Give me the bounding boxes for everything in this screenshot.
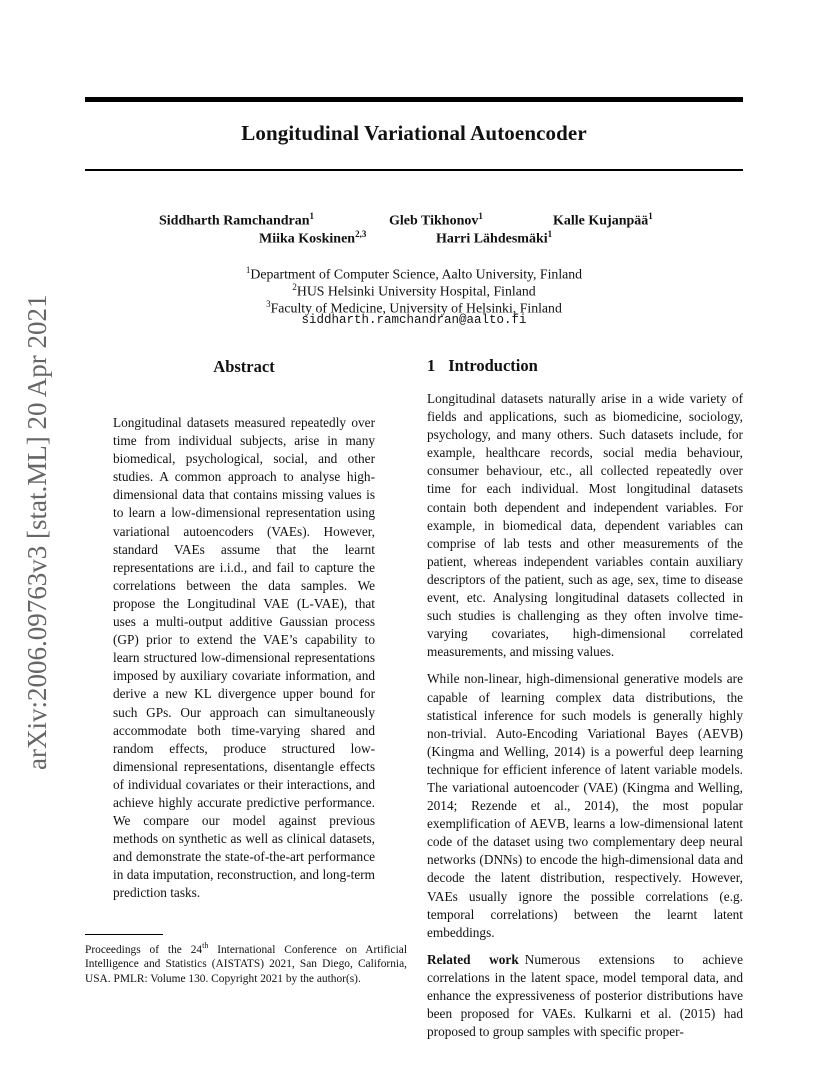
affiliation: $^1$Department of Computer Science, Aalto University, Finland <box>245 265 583 282</box>
section-heading-introduction: 1 Introduction <box>427 356 538 375</box>
related-work-heading: Related work <box>427 951 519 967</box>
title-rule-top <box>85 97 743 102</box>
related-work-text: Numerous extensions to achieve correlations in the latent space, model temporal data, and enhance the expressiveness of posterior distributions have been proposed for VAEs. Kulkarni et al. (2015) had proposed to group samples with specific proper- <box>427 951 743 1040</box>
author: Siddharth Ramchandran$^1$ <box>159 211 315 229</box>
paragraph: While non-linear, high-dimensional generative models are capable of learning complex data distributions, the statistical inference for such models is generally highly non-trivial. Auto-Encoding Variational Bayes (AEVB) (Kingma and Welling, 2014) is a powerful deep learning technique for efficient inference of latent variable models. The variational autoencoder (VAE) (Kingma and Welling, 2014; Rezende et al., 2014), the most popular exemplification of AEVB, learns a low-dimensional latent code of the dataset using two complementary deep neural networks (DNNs) to encode the high-dimensional data and decode the latent distribution, respectively. However, VAEs usually ignore the possible correlations (e.g. temporal correlations) between the learnt latent embeddings. <box>427 671 743 940</box>
abstract-body: Longitudinal datasets measured repeatedly over time from individual subjects, arise in many biomedical, psychological, social, and other studies. A common approach to analyse high-dimensional data that contains missing values is to learn a low-dimensional representation using variational autoencoders (VAEs). However, standard VAEs assume that the learnt representations are i.i.d., and fail to capture the correlations between the data samples. We propose the Longitudinal VAE (L-VAE), that uses a multi-output additive Gaussian process (GP) prior to extend the VAE’s capability to learn structured low-dimensional representations imposed by auxiliary covariate information, and derive a new KL divergence upper bound for such GPs. Our approach can simultaneously accommodate both time-varying shared and random effects, produce structured low-dimensional representations, disentangle effects of individual covariates or their interactions, and achieve highly accurate predictive performance. We compare our model against previous methods on synthetic as well as clinical datasets, and demonstrate the state-of-the-art performance in data imputation, reconstruction, and long-term prediction tasks. <box>113 415 375 901</box>
author: Gleb Tikhonov$^1$ <box>389 211 483 229</box>
author: Harri Lähdesmäki$^1$ <box>436 229 553 247</box>
affiliation: $^3$Faculty of Medicine, University of Helsinki, Finland <box>266 299 562 316</box>
paragraph: Longitudinal datasets naturally arise in a wide variety of fields and applications, such as biomedicine, sociology, psychology, and many others. Such datasets include, for example, healthcare records, social media behaviour, consumer behaviour, etc., all collected repeatedly over time for each individual. Most longitudinal datasets contain both dependent and independent variables. For example, in biomedical data, dependent variables can comprise of lab tests and other measurements of the patient, whereas independent variables contain auxiliary descriptors of the patient, such as age, sex, time to disease event, etc. Analysing longitudinal datasets collected in such studies is challenging as they often involve time-varying covariates, high-dimensional correlated measurements, and missing values. <box>427 391 743 660</box>
paper-title: Longitudinal Variational Autoencoder <box>241 121 587 145</box>
footnote-rule <box>85 934 163 935</box>
author: Kalle Kujanpää$^1$ <box>553 211 653 229</box>
paragraph-related-work <box>427 951 743 1041</box>
affiliation: $^2$HUS Helsinki University Hospital, Finland <box>292 282 536 299</box>
title-rule-bottom <box>85 169 743 171</box>
author: Miika Koskinen$^{2,3}$ <box>259 229 367 247</box>
arxiv-identifier: arXiv:2006.09763v3 [stat.ML] 20 Apr 2021 <box>22 294 52 770</box>
introduction-body <box>427 390 743 1050</box>
contact-email: siddharth.ramchandran@aalto.fi <box>301 313 527 327</box>
footnote-proceedings: Proceedings of the 24th International Conference on Artificial Intelligence and Statistics (AISTATS) 2021, San Diego, California, USA. PMLR: Volume 130. Copyright 2021 by the author(s). <box>85 941 408 985</box>
abstract-heading: Abstract <box>213 357 275 376</box>
